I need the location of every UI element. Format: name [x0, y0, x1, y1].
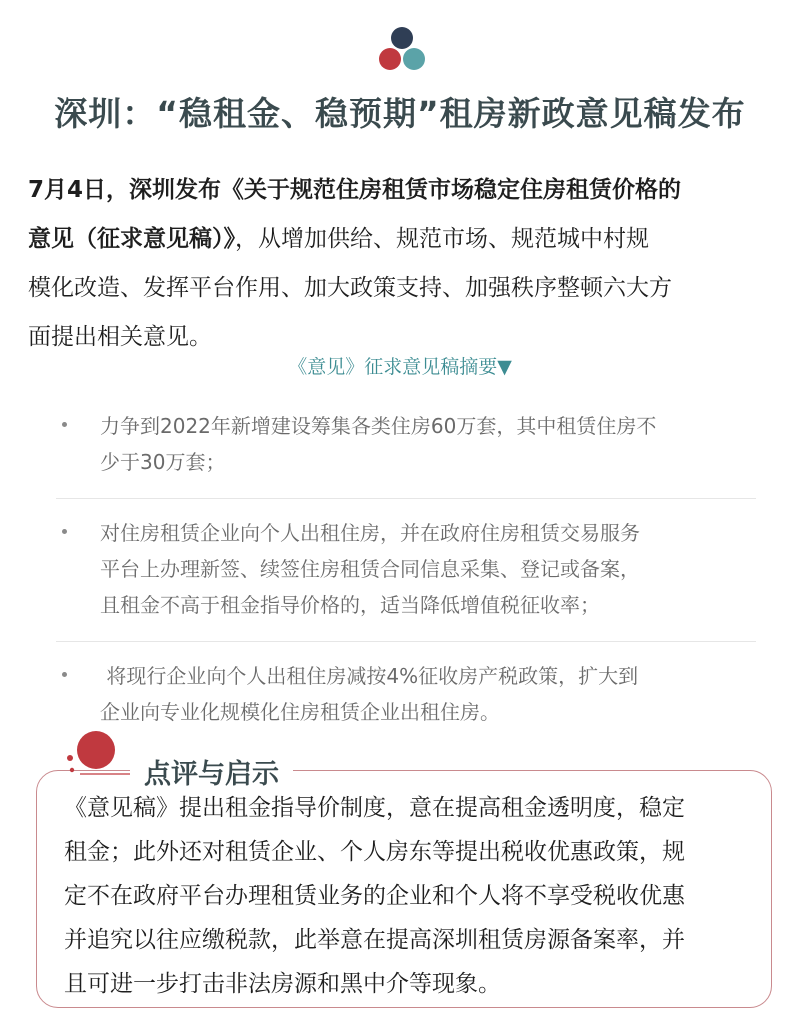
bullet-line: 企业向专业化规模化住房租赁企业出租住房。 [100, 700, 500, 724]
bullet-line: 少于30万套； [100, 450, 226, 474]
intro-line-4: 面提出相关意见。 [28, 324, 212, 350]
summary-bullet-list [56, 408, 776, 748]
summary-heading: 《意见》征求意见稿摘要▼ [288, 356, 512, 378]
comment-line: 并追究以往应缴税款，此举意在提高深圳租赁房源备案率，并 [64, 927, 685, 953]
list-item [56, 408, 776, 480]
intro-lead-line-1: 7月4日，深圳发布《关于规范住房租赁市场稳定住房租赁价格的 [28, 177, 682, 203]
intro-lead-line-2: 意见（征求意见稿）》 [28, 226, 235, 252]
comment-line: 定不在政府平台办理租赁业务的企业和个人将不享受税收优惠 [64, 883, 685, 909]
red-circle-decoration-icon [60, 728, 130, 780]
comment-line: 《意见稿》提出租金指导价制度，意在提高租金透明度，稳定 [64, 795, 685, 821]
bullet-line: 将现行企业向个人出租住房减按4%征收房产税政策，扩大到 [100, 664, 639, 688]
page-title: 深圳：“稳租金、稳预期”租房新政意见稿发布 [54, 94, 746, 133]
three-circles-logo-icon [376, 26, 428, 72]
intro-rest-first: ，从增加供给、规范市场、规范城中村规 [235, 226, 649, 252]
bullet-dot-icon [62, 672, 67, 677]
divider [56, 641, 756, 642]
comment-line: 且可进一步打击非法房源和黑中介等现象。 [64, 971, 501, 997]
bullet-dot-icon [62, 422, 67, 427]
bullet-line: 对住房租赁企业向个人出租住房，并在政府住房租赁交易服务 [100, 521, 640, 545]
intro-paragraph [28, 166, 776, 362]
divider [56, 498, 756, 499]
bullet-dot-icon [62, 529, 67, 534]
intro-line-3: 模化改造、发挥平台作用、加大政策支持、加强秩序整顿六大方 [28, 275, 672, 301]
list-item [56, 515, 776, 623]
bullet-line: 平台上办理新签、续签住房租赁合同信息采集、登记或备案， [100, 557, 640, 581]
list-item [56, 658, 776, 730]
bullet-line: 力争到2022年新增建设筹集各类住房60万套，其中租赁住房不 [100, 414, 657, 438]
comment-line: 租金；此外还对租赁企业、个人房东等提出税收优惠政策，规 [64, 839, 685, 865]
bullet-line: 且租金不高于租金指导价格的，适当降低增值税征收率； [100, 593, 600, 617]
comment-text [64, 786, 764, 1006]
comment-heading: 点评与启示 [130, 752, 293, 791]
